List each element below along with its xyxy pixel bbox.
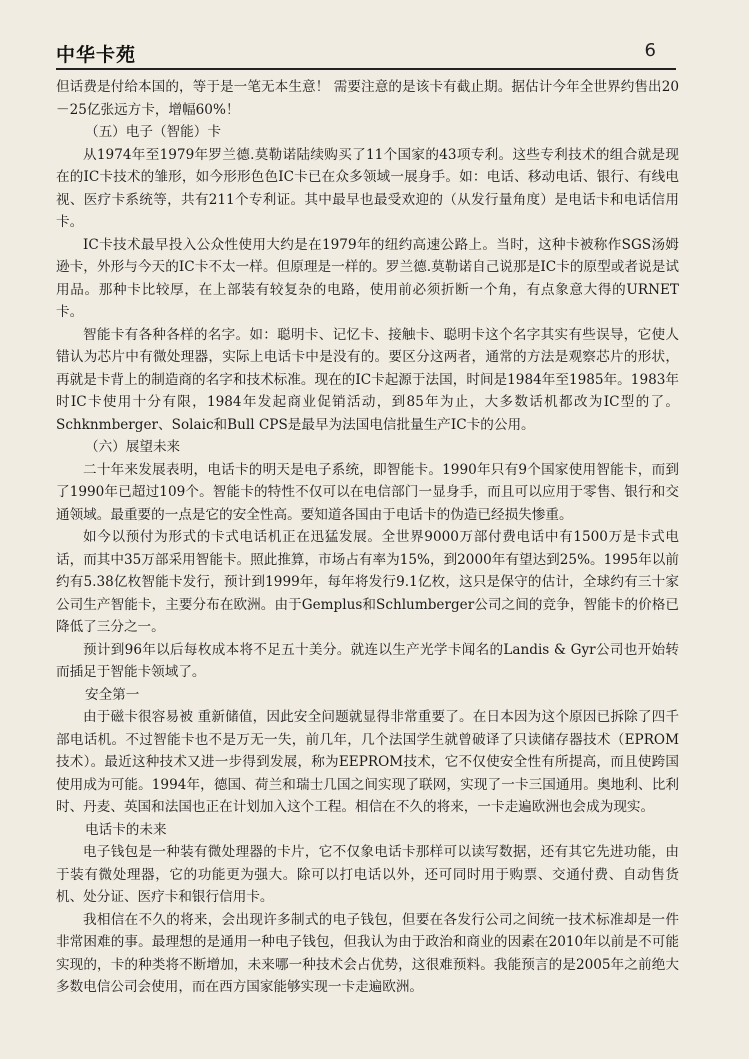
header-rule — [56, 68, 676, 70]
masthead-title: 中华卡苑 — [56, 44, 137, 66]
paragraph: 我相信在不久的将来，会出现许多制式的电子钱包，但要在各发行公司之间统一技术标准却是一件非常困难的事。最理想的是通用一种电子钱包，但我认为由于政治和商业的因素在2010年以前是不可能实现的，卡的种类将不断增加，未来哪一种技术会占优势，这很难预料。我能预言的是2005年之前绝大多数电信公司会使用，而在西方国家能够实现一卡走遍欧洲。 — [56, 911, 679, 995]
page-number: 6 — [644, 40, 656, 61]
section-heading: 安全第一 — [85, 686, 140, 703]
section-heading: 电话卡的未来 — [85, 821, 167, 838]
paragraph: 预计到96年以后每枚成本将不足五十美分。就连以生产光学卡闻名的Landis & Gyr公司也开始转而插足于智能卡领域了。 — [56, 641, 679, 680]
article-body — [56, 76, 679, 999]
paragraph: 如今以预付为形式的卡式电话机正在迅猛发展。全世界9000万部付费电话中有1500万是卡式电话，而其中35万部采用智能卡。照此推算，市场占有率为15%，到2000年有望达到25%。1995年以前约有5.38亿枚智能卡发行，预计到1999年，每年将发行9.1亿枚，这只是保守的估计，全球约有三十家公司生产智能卡，主要分布在欧洲。由于Gemplus和Schlumberger公司之间的竞争，智能卡的价格已降低了三分之一。 — [56, 529, 679, 635]
paragraph: 由于磁卡很容易被 重新储值，因此安全问题就显得非常重要了。在日本因为这个原因已拆除了四千部电话机。不过智能卡也不是万无一失，前几年，几个法国学生就曾破译了只读储存器技术（EPROM技术）。最近这种技术又进一步得到发展，称为EEPROM技术，它不仅使安全性有所提高，而且使跨国使用成为可能。1994年，德国、荷兰和瑞士几国之间实现了联网，实现了一卡三国通用。奥地利、比利时、丹麦、英国和法国也正在计划加入这个工程。相信在不久的将来，一卡走遍欧洲也会成为现实。 — [56, 709, 679, 815]
paragraph: 电子钱包是一种装有微处理器的卡片，它不仅象电话卡那样可以读写数据，还有其它先进功能，由于装有微处理器，它的功能更为强大。除可以打电话以外，还可同时用于购票、交通付费、自动售货机、处分证、医疗卡和银行信用卡。 — [56, 844, 679, 905]
section-heading: （五）电子（智能）卡 — [85, 124, 221, 140]
section-heading: （六）展望未来 — [85, 439, 181, 455]
paragraph: 二十年来发展表明，电话卡的明天是电子系统，即智能卡。1990年只有9个国家使用智能卡，而到了1990年已超过109个。智能卡的特性不仅可以在电信部门一显身手，而且可以应用于零售、银行和交通领域。最重要的一点是它的安全性高。要知道各国由于电话卡的伪造已经损失惨重。 — [56, 461, 679, 523]
paragraph: 从1974年至1979年罗兰德.莫勒诺陆续购买了11个国家的43项专利。这些专利技术的组合就是现在的IC卡技术的雏形，如今形形色色IC卡已在众多领域一展身手。如：电话、移动电话、银行、有线电视、医疗卡系统等，共有211个专利证。其中最早也最受欢迎的（从发行量角度）是电话卡和电话信用卡。 — [56, 146, 679, 230]
paragraph: 智能卡有各种各样的名字。如：聪明卡、记忆卡、接触卡、聪明卡这个名字其实有些误导，它使人错认为芯片中有微处理器，实际上电话卡中是没有的。要区分这两者，通常的方法是观察芯片的形状，再就是卡背上的制造商的名字和技术标准。现在的IC卡起源于法国，时间是1984年至1985年。1983年时IC卡使用十分有限，1984年发起商业促销活动，到85年为止，大多数话机都改为IC型的了。Schknmberger、Solaic和Bull CPS是最早为法国电信批量生产IC卡的公用。 — [56, 326, 679, 433]
paragraph: IC卡技术最早投入公众性使用大约是在1979年的纽约高速公路上。当时，这种卡被称作SGS汤姆逊卡，外形与今天的IC卡不太一样。但原理是一样的。罗兰德.莫勒诺自己说那是IC卡的原型或者说是试用品。那种卡比较厚，在上部装有较复杂的电路，使用前必须折断一个角，有点象意大得的URNET卡。 — [56, 236, 679, 320]
paragraph: 但话费是付给本国的，等于是一笔无本生意！ 需要注意的是该卡有截止期。据估计今年全世界约售出20－25亿张远方卡，增幅60%！ — [56, 79, 679, 118]
